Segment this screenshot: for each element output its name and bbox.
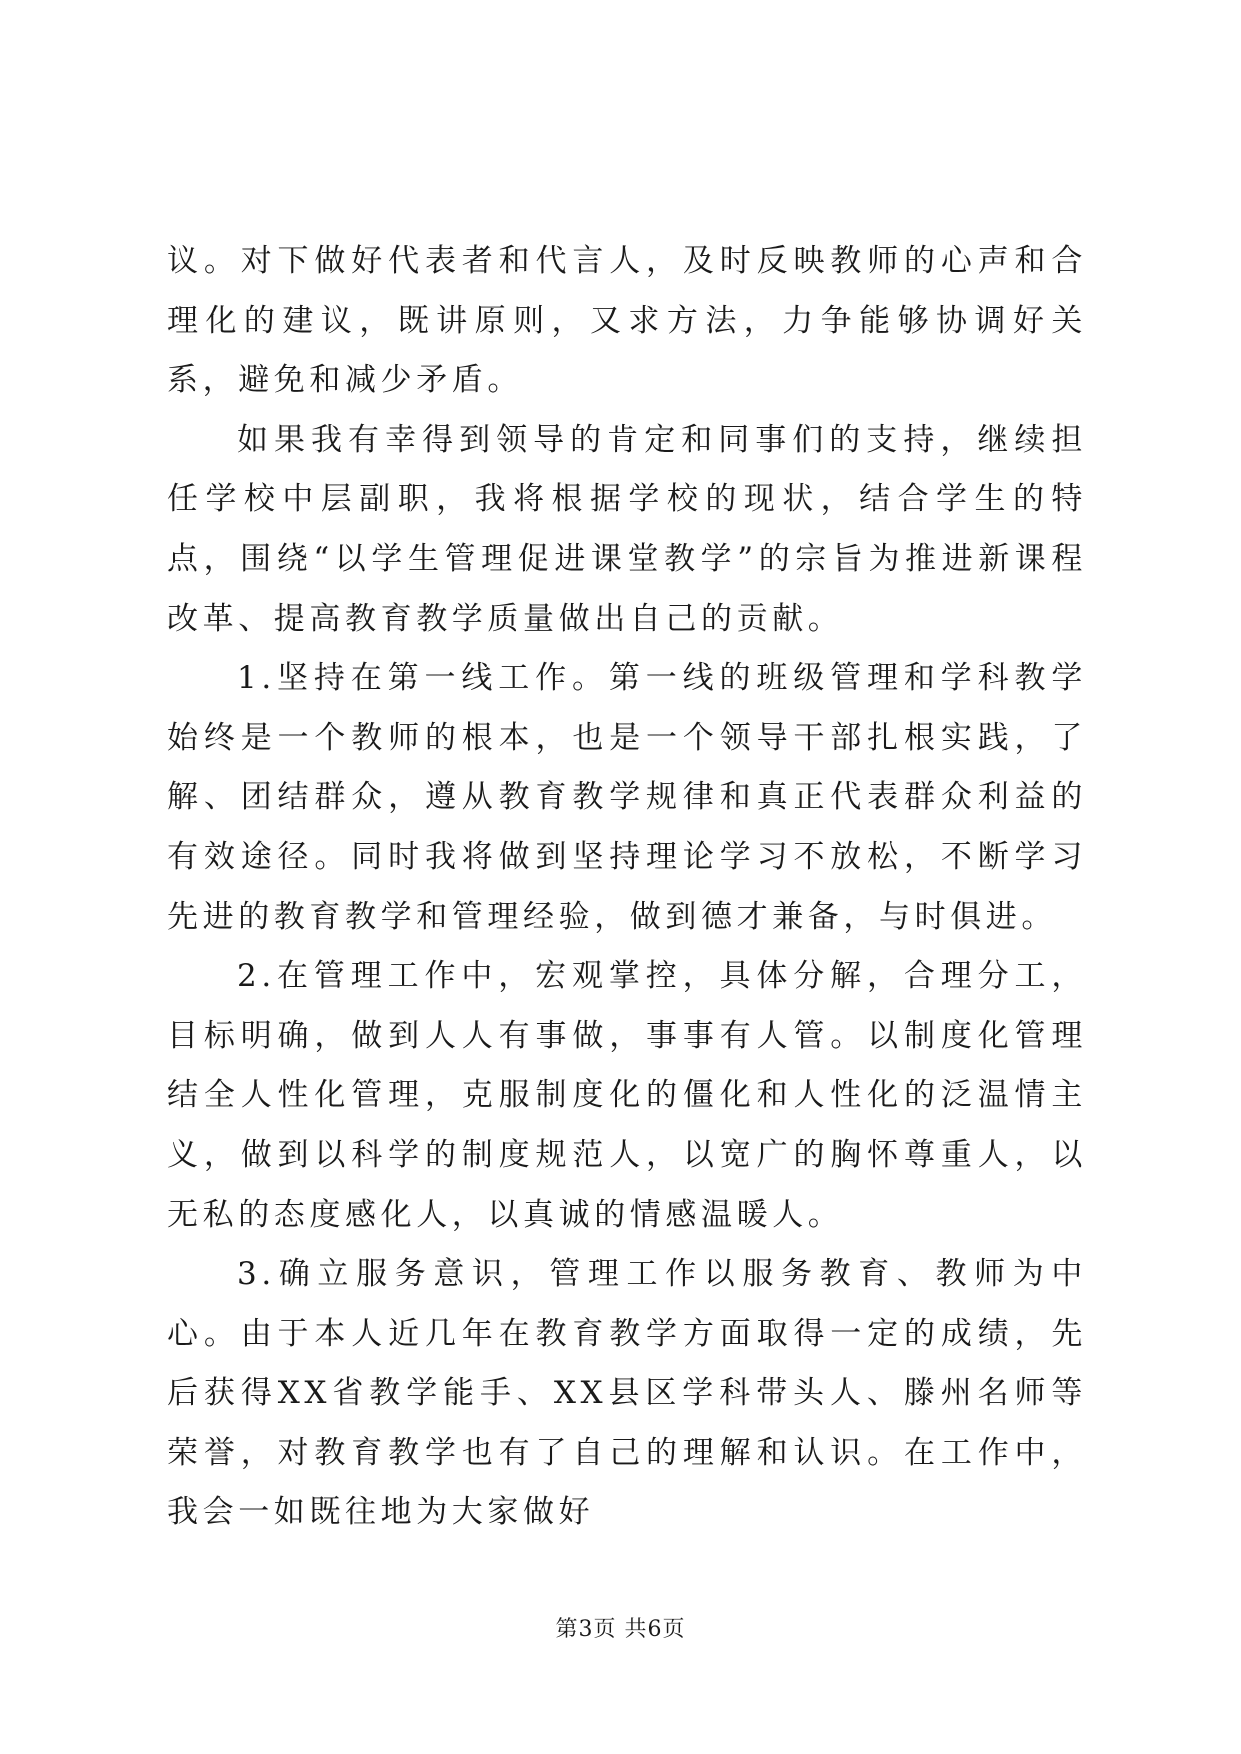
document-body (167, 232, 1087, 1543)
paragraph-item-1: 1.坚持在第一线工作。第一线的班级管理和学科教学始终是一个教师的根本，也是一个领导干部扎根实践，了解、团结群众，遵从教育教学规律和真正代表群众利益的有效途径。同时我将做到坚持理论学习不放松，不断学习先进的教育教学和管理经验，做到德才兼备，与时俱进。 (167, 660, 1087, 935)
paragraph-item-2: 2.在管理工作中，宏观掌控，具体分解，合理分工，目标明确，做到人人有事做，事事有人管。以制度化管理结全人性化管理，克服制度化的僵化和人性化的泛温情主义，做到以科学的制度规范人，以宽广的胸怀尊重人，以无私的态度感化人，以真诚的情感温暖人。 (167, 958, 1087, 1233)
paragraph-item-3: 3.确立服务意识，管理工作以服务教育、教师为中心。由于本人近几年在教育教学方面取得一定的成绩，先后获得XX省教学能手、XX县区学科带头人、滕州名师等荣誉，对教育教学也有了自己的理解和认识。在工作中，我会一如既往地为大家做好 (167, 1256, 1087, 1531)
paragraph-intro: 如果我有幸得到领导的肯定和同事们的支持，继续担任学校中层副职，我将根据学校的现状，结合学生的特点，围绕“以学生管理促进课堂教学”的宗旨为推进新课程改革、提高教育教学质量做出自己的贡献。 (167, 421, 1087, 637)
paragraph-continuation: 议。对下做好代表者和代言人，及时反映教师的心声和合理化的建议，既讲原则，又求方法，力争能够协调好关系，避免和减少矛盾。 (167, 243, 1087, 399)
page-footer: 第3页 共6页 (555, 1617, 686, 1642)
